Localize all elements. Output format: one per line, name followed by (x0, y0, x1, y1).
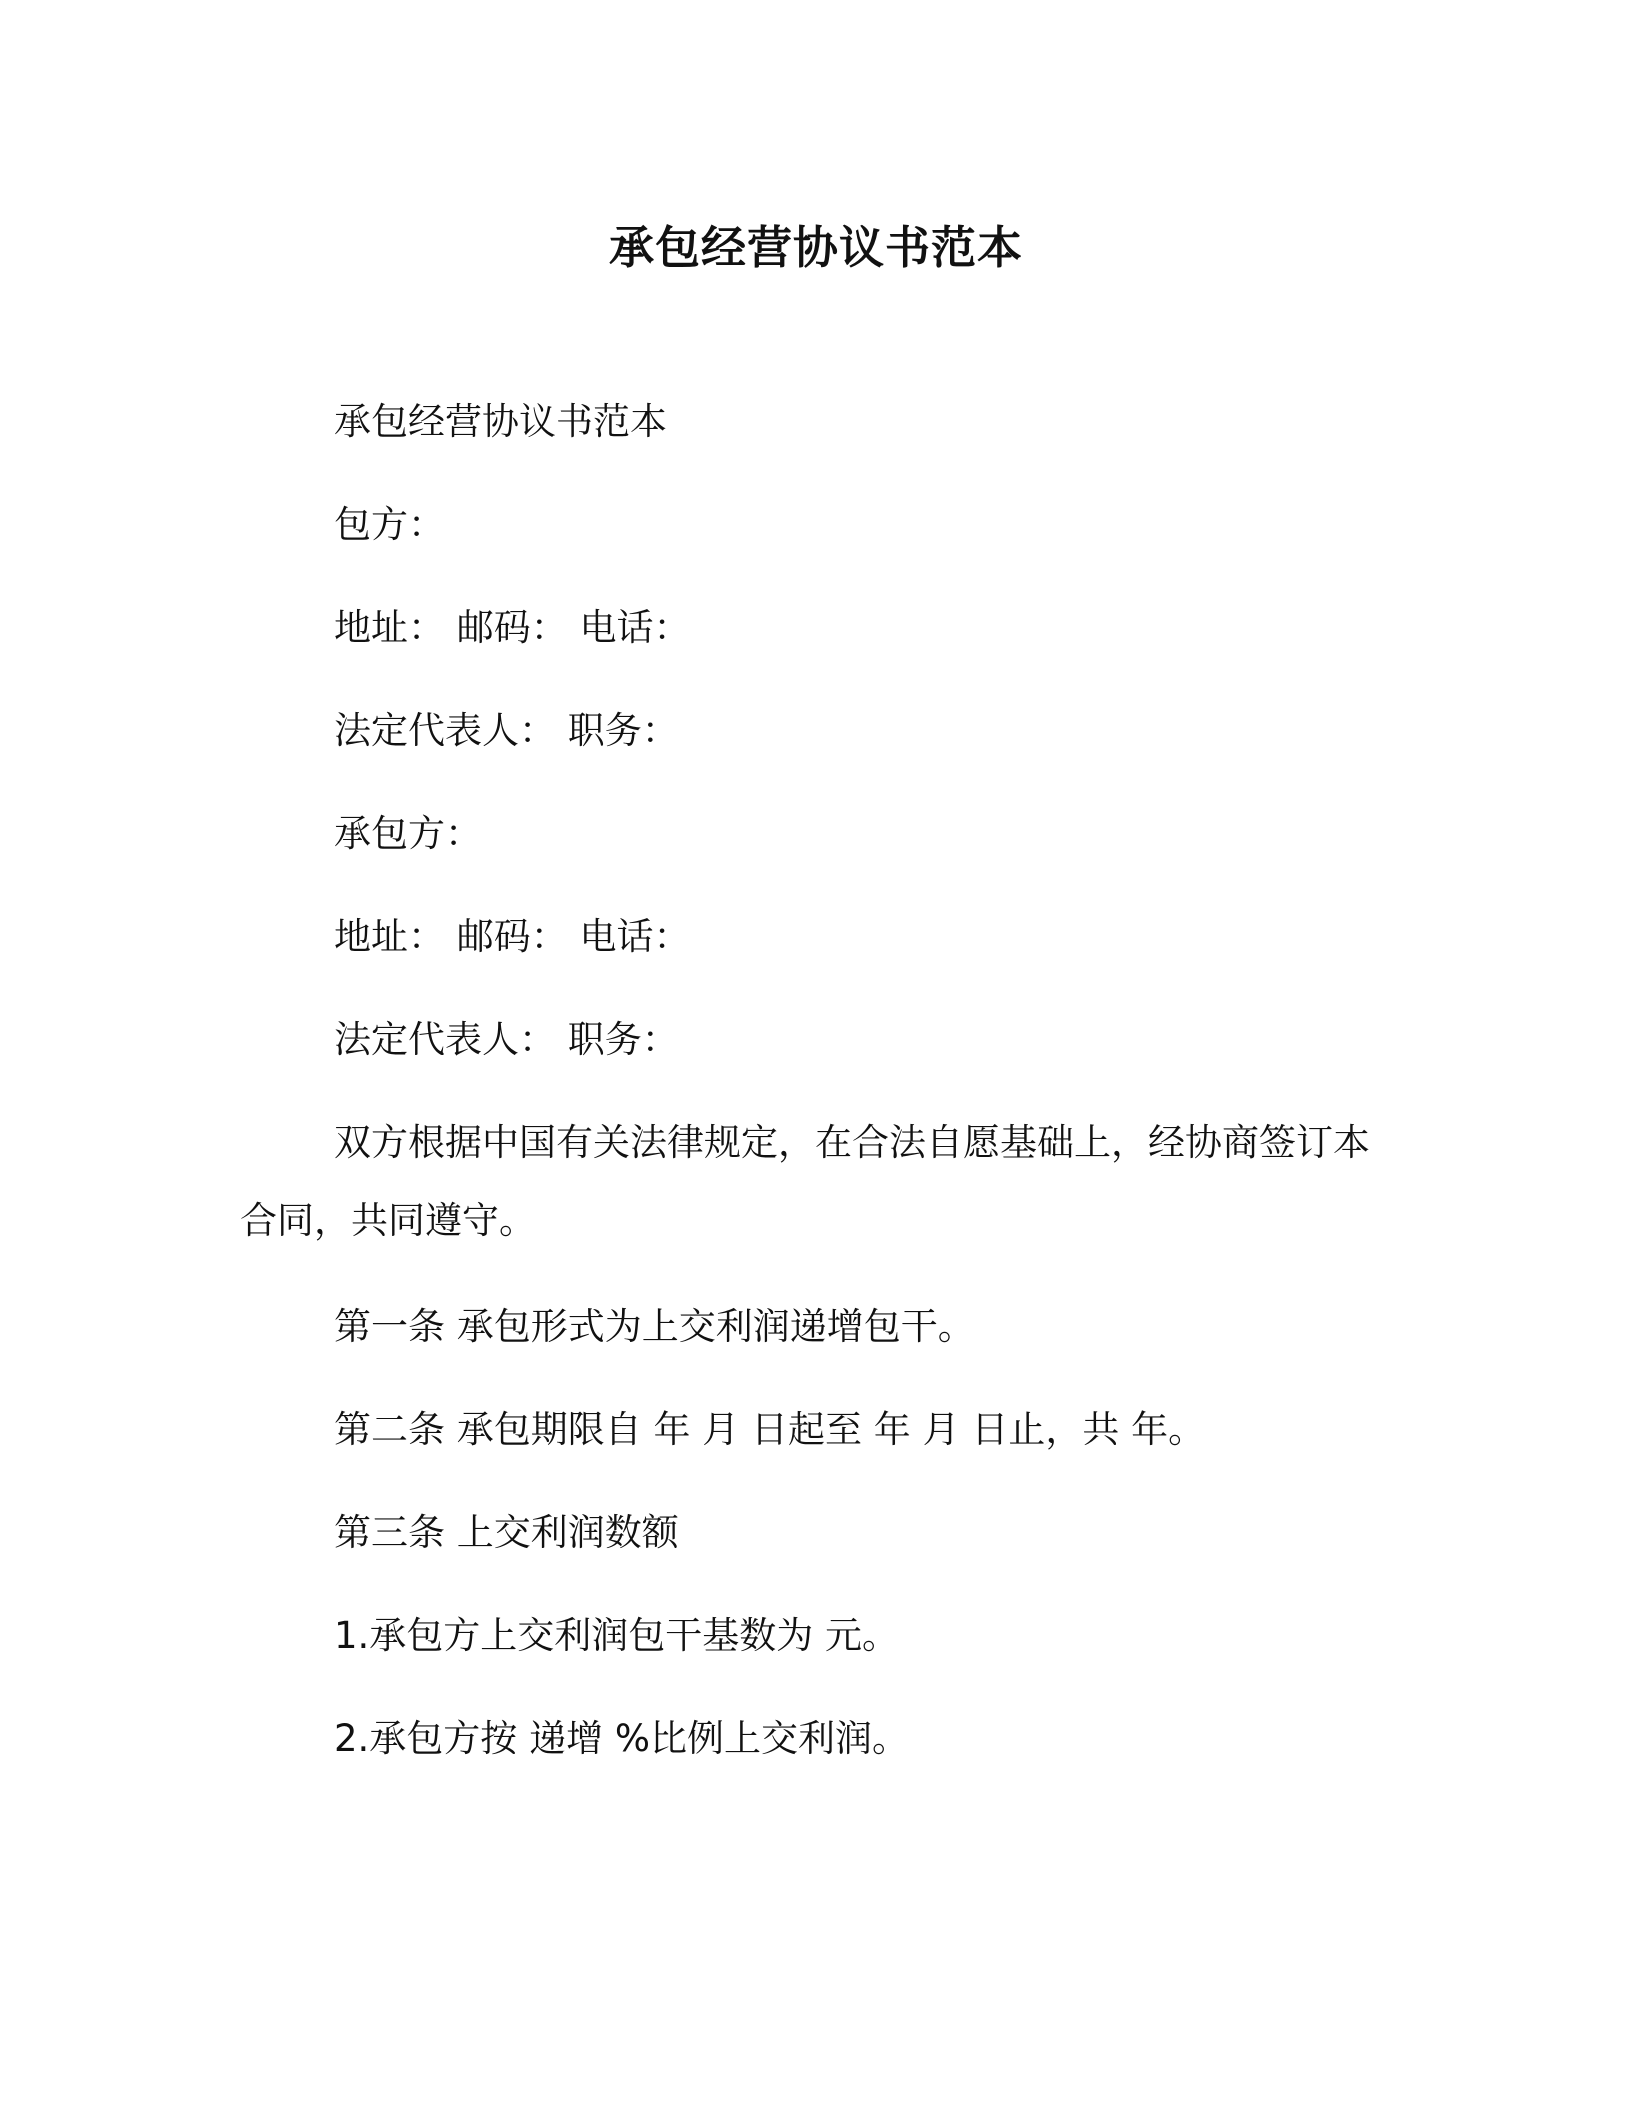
paragraph-article-3-item-1: 1.承包方上交利润包干基数为 元。 (334, 1614, 900, 1657)
paragraph-article-3-item-2: 2.承包方按 递增 %比例上交利润。 (334, 1717, 909, 1760)
paragraph-party-b-address: 地址： 邮码： 电话： (334, 915, 691, 958)
paragraph-preamble: 双方根据中国有关法律规定，在合法自愿基础上，经协商签订本合同，共同遵守。 (240, 1121, 1370, 1242)
paragraph-party-a-address: 地址： 邮码： 电话： (334, 606, 691, 649)
paragraph-party-a-representative: 法定代表人： 职务： (334, 709, 679, 752)
paragraph-party-b-representative: 法定代表人： 职务： (334, 1018, 679, 1061)
document-title: 承包经营协议书范本 (608, 221, 1023, 274)
paragraph-article-3: 第三条 上交利润数额 (334, 1511, 679, 1554)
paragraph-party-b: 承包方： (334, 812, 482, 855)
paragraph-article-1: 第一条 承包形式为上交利润递增包干。 (334, 1305, 975, 1348)
paragraph-article-2: 第二条 承包期限自 年 月 日起至 年 月 日止，共 年。 (334, 1408, 1206, 1451)
paragraph-subtitle: 承包经营协议书范本 (334, 400, 667, 443)
paragraph-party-a: 包方： (334, 503, 445, 546)
